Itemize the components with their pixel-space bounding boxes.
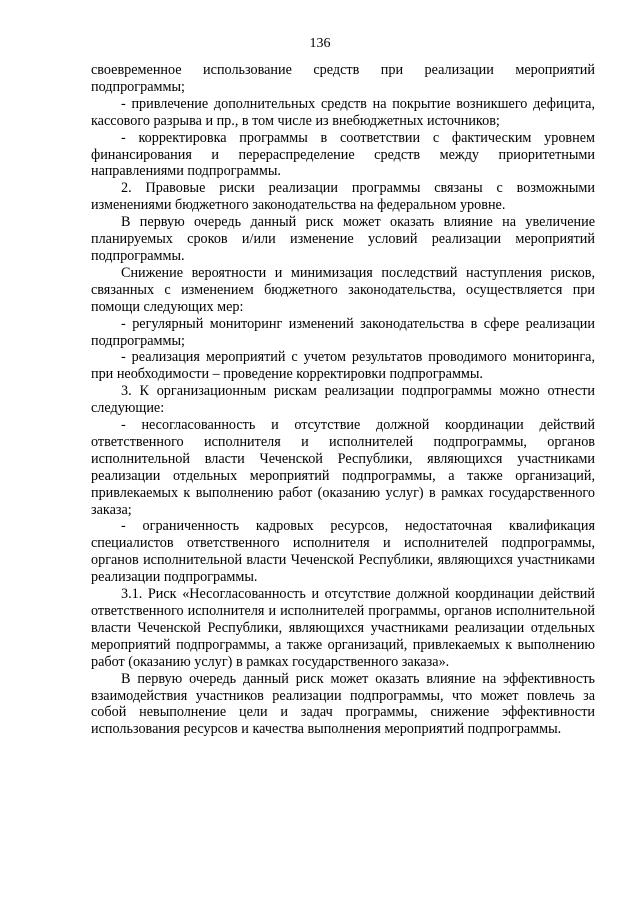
paragraph: 3. К организационным рискам реализации подпрограммы можно отнести следующие: bbox=[91, 383, 595, 417]
paragraph: В первую очередь данный риск может оказать влияние на эффективность взаимодействия участников реализации подпрограммы, что может повлечь за собой невыполнение цели и задач программы, снижение эффективности использования ресурсов и качества выполнения мероприятий подпрограммы. bbox=[91, 670, 595, 738]
paragraph: - привлечение дополнительных средств на покрытие возникшего дефицита, кассового разрыва и пр., в том числе из внебюджетных источников; bbox=[91, 95, 595, 129]
paragraph: - регулярный мониторинг изменений законодательства в сфере реализации подпрограммы; bbox=[91, 315, 595, 349]
paragraph: своевременное использование средств при реализации мероприятий подпрограммы; bbox=[91, 62, 595, 95]
paragraph: - корректировка программы в соответствии с фактическим уровнем финансирования и перераспределение средств между приоритетными направлениями подпрограммы. bbox=[91, 129, 595, 180]
paragraph: - ограниченность кадровых ресурсов, недостаточная квалификация специалистов ответственного исполнителя и исполнителей подпрограммы, органов исполнительной власти Чеченской Республики, являющихся участниками реализации подпрограммы. bbox=[91, 518, 595, 586]
page-number: 136 bbox=[309, 36, 331, 51]
paragraph: В первую очередь данный риск может оказать влияние на увеличение планируемых сроков и/или изменение условий реализации мероприятий подпрограммы. bbox=[91, 214, 595, 264]
paragraph: - несогласованность и отсутствие должной координации действий ответственного исполнителя и исполнителей подпрограммы, органов исполнительной власти Чеченской Республики, являющихся участниками реализации отдельных мероприятий подпрограммы, а также организаций, привлекаемых к выполнению работ (оказанию услуг) в рамках государственного заказа; bbox=[91, 417, 595, 518]
paragraph: - реализация мероприятий с учетом результатов проводимого мониторинга, при необходимости – проведение корректировки подпрограммы. bbox=[91, 349, 595, 383]
paragraph: 3.1. Риск «Несогласованность и отсутствие должной координации действий ответственного исполнителя и исполнителей программы, органов исполнительной власти Чеченской Республики, являющихся участниками реализации отдельных мероприятий подпрограммы, а также организаций, привлекаемых к выполнению работ (оказанию услуг) в рамках государственного заказа». bbox=[91, 586, 595, 670]
body-text bbox=[91, 62, 595, 738]
paragraph: Снижение вероятности и минимизация последствий наступления рисков, связанных с изменением бюджетного законодательства, осуществляется при помощи следующих мер: bbox=[91, 264, 595, 315]
paragraph: 2. Правовые риски реализации программы связаны с возможными изменениями бюджетного законодательства на федеральном уровне. bbox=[91, 180, 595, 214]
